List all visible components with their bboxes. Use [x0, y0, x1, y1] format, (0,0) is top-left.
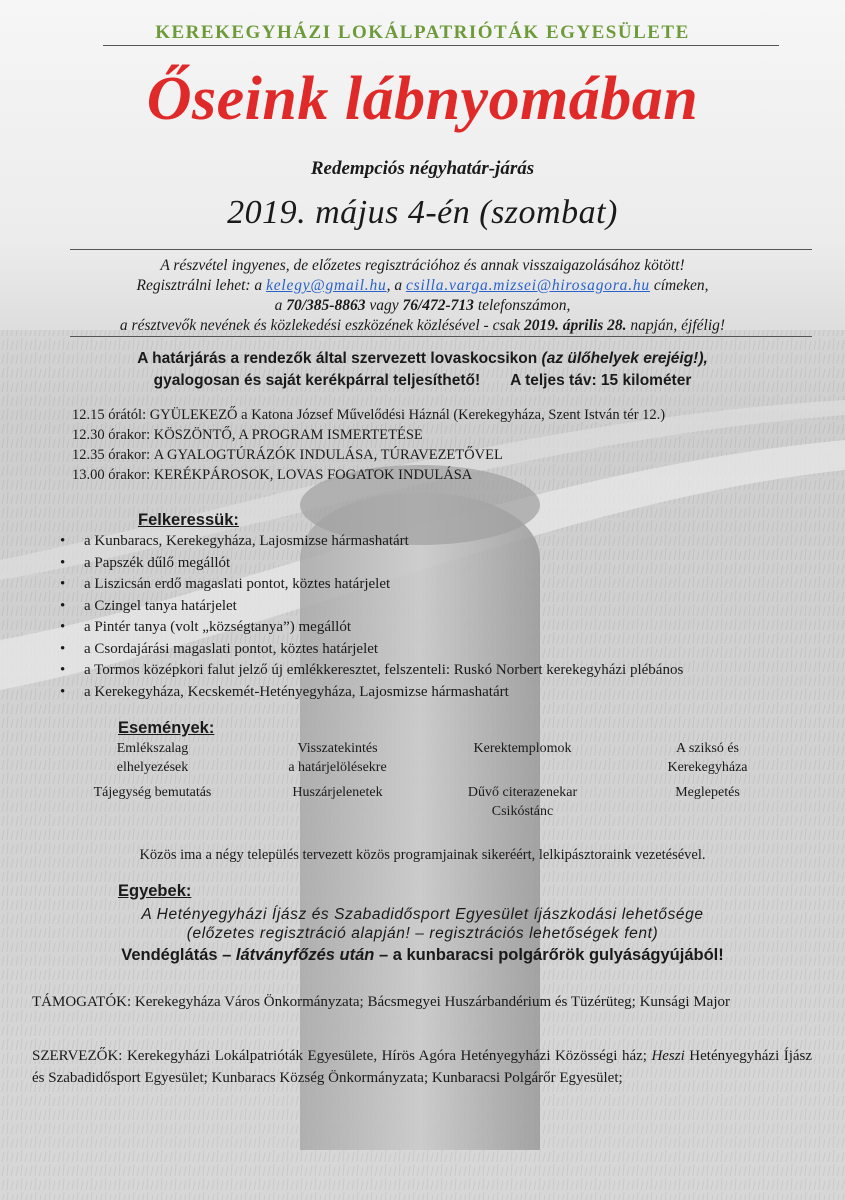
registration-line-2: Regisztrálni lehet: a kelegy@gmail.hu, a csilla.varga.mizsei@hirosagora.hu címeken, — [136, 277, 709, 294]
registration-line-4: a résztvevők nevének és közlekedési eszközének közlésével - csak 2019. április 28. napján, éjfélig! — [119, 317, 726, 334]
event-item: Huszárjelenetek — [292, 785, 383, 800]
organizers: SZERVEZŐK: Kerekegyházi Lokálpatrióták Egyesülete, Hírös Agóra Hetényegyházi Közösségi ház; Heszi Hetényegyházi Íjász és Szabadidősport Egyesület; Kunbaracs Község Önkormányzata; Kunbaracsi Polgárőr Egyesület; — [32, 1048, 813, 1086]
event-item: Visszatekintés a határjelölésekre — [288, 741, 387, 775]
schedule-item: 13.00 órakor: KERÉKPÁROSOK, LOVAS FOGATOK INDULÁSA — [72, 467, 473, 483]
sponsors: TÁMOGATÓK: Kerekegyháza Város Önkormányzata; Bácsmegyei Huszárbandérium és Tüzérüteg; Kunsági Major — [32, 994, 730, 1010]
catering-info: Vendéglátás – látványfőzés után – a kunbaracsi polgárőrök gulyáságyújából! — [121, 946, 724, 964]
schedule-item: 12.35 órakor: A GYALOGTÚRÁZÓK INDULÁSA, TÚRAVEZETŐVEL — [72, 447, 503, 463]
list-item: • a Kunbaracs, Kerekegyháza, Lajosmizse hármashatárt — [60, 531, 683, 553]
page-title: Őseink lábnyomában — [146, 65, 699, 133]
visits-list — [60, 531, 683, 703]
registration-line-3: a 70/385-8863 vagy 76/472-713 telefonszámon, — [274, 297, 571, 314]
list-item: • a Kerekegyháza, Kecskemét-Hetényegyháza, Lajosmizse hármashatárt — [60, 682, 683, 704]
event-item: Kerektemplomok — [473, 741, 572, 756]
events-heading: Események: — [118, 719, 215, 737]
organizers-label: SZERVEZŐK: — [32, 1048, 123, 1064]
email-link-kelegy[interactable]: kelegy@gmail.hu — [266, 277, 387, 294]
list-item: • a Tormos középkori falut jelző új emlékkeresztet, felszenteli: Ruskó Norbert kerekegyházi plébános — [60, 660, 683, 682]
registration-line-1: A részvétel ingyenes, de előzetes regisztrációhoz és annak visszaigazolásához kötött! — [160, 257, 685, 274]
organization-name: KEREKEGYHÁZI LOKÁLPATRIÓTÁK EGYESÜLETE — [155, 22, 690, 43]
other-heading: Egyebek: — [118, 882, 192, 900]
total-distance: A teljes táv: 15 kilométer — [510, 372, 692, 389]
schedule-item: 12.15 órától: GYÜLEKEZŐ a Katona József Művelődési Háznál (Kerekegyháza, Szent István tér 12.) — [72, 407, 666, 423]
events-grid — [60, 739, 800, 821]
email-link-hirosagora[interactable]: csilla.varga.mizsei@hirosagora.hu — [405, 277, 650, 294]
list-item: • a Liszicsán erdő magaslati pontot, köztes határjelet — [60, 574, 683, 596]
list-item: • a Czingel tanya határjelet — [60, 596, 683, 618]
event-item: Emlékszalag elhelyezések — [116, 741, 189, 775]
event-subtitle: Redempciós négyhatár-járás — [310, 158, 535, 179]
participation-info: A határjárás a rendezők által szervezett lovaskocsikon (az ülőhelyek erejéig!), gyalogosan és saját kerékpárral teljesíthető! A teljes táv: 15 kilométer — [137, 350, 708, 389]
list-item: • a Pintér tanya (volt „községtanya”) megállót — [60, 617, 683, 639]
event-item: Tájegység bemutatás — [93, 785, 212, 800]
archery-info: A Hetényegyházi Íjász és Szabadidősport Egyesület íjászkodási lehetősége (előzetes regisztráció alapján! – regisztrációs lehetőségek fent) — [141, 906, 704, 942]
schedule-item: 12.30 órakor: KÖSZÖNTŐ, A PROGRAM ISMERTETÉSE — [72, 427, 423, 443]
registration-deadline: 2019. április 28. — [524, 317, 627, 334]
registration-bottom-divider — [70, 336, 812, 337]
event-item: A sziksó és Kerekegyháza — [667, 741, 748, 775]
common-prayer-note: Közös ima a négy település tervezett közös programjainak sikeréért, lelkipásztoraink vezetésével. — [139, 847, 706, 863]
event-item: Meglepetés — [675, 785, 740, 800]
sponsors-label: TÁMOGATÓK: — [32, 994, 132, 1010]
list-item: • a Papszék dűlő megállót — [60, 553, 683, 575]
phone-number-1: 70/385-8863 — [286, 297, 366, 314]
registration-top-divider — [70, 249, 812, 250]
visits-heading: Felkeressük: — [138, 511, 239, 529]
registration-info — [40, 256, 805, 336]
event-item: Dűvő citerazenekar Csikóstánc — [467, 785, 578, 819]
list-item: • a Csordajárási magaslati pontot, köztes határjelet — [60, 639, 683, 661]
schedule — [72, 405, 665, 485]
top-divider — [103, 45, 779, 46]
phone-number-2: 76/472-713 — [402, 297, 474, 314]
event-date: 2019. május 4-én (szombat) — [227, 194, 618, 231]
